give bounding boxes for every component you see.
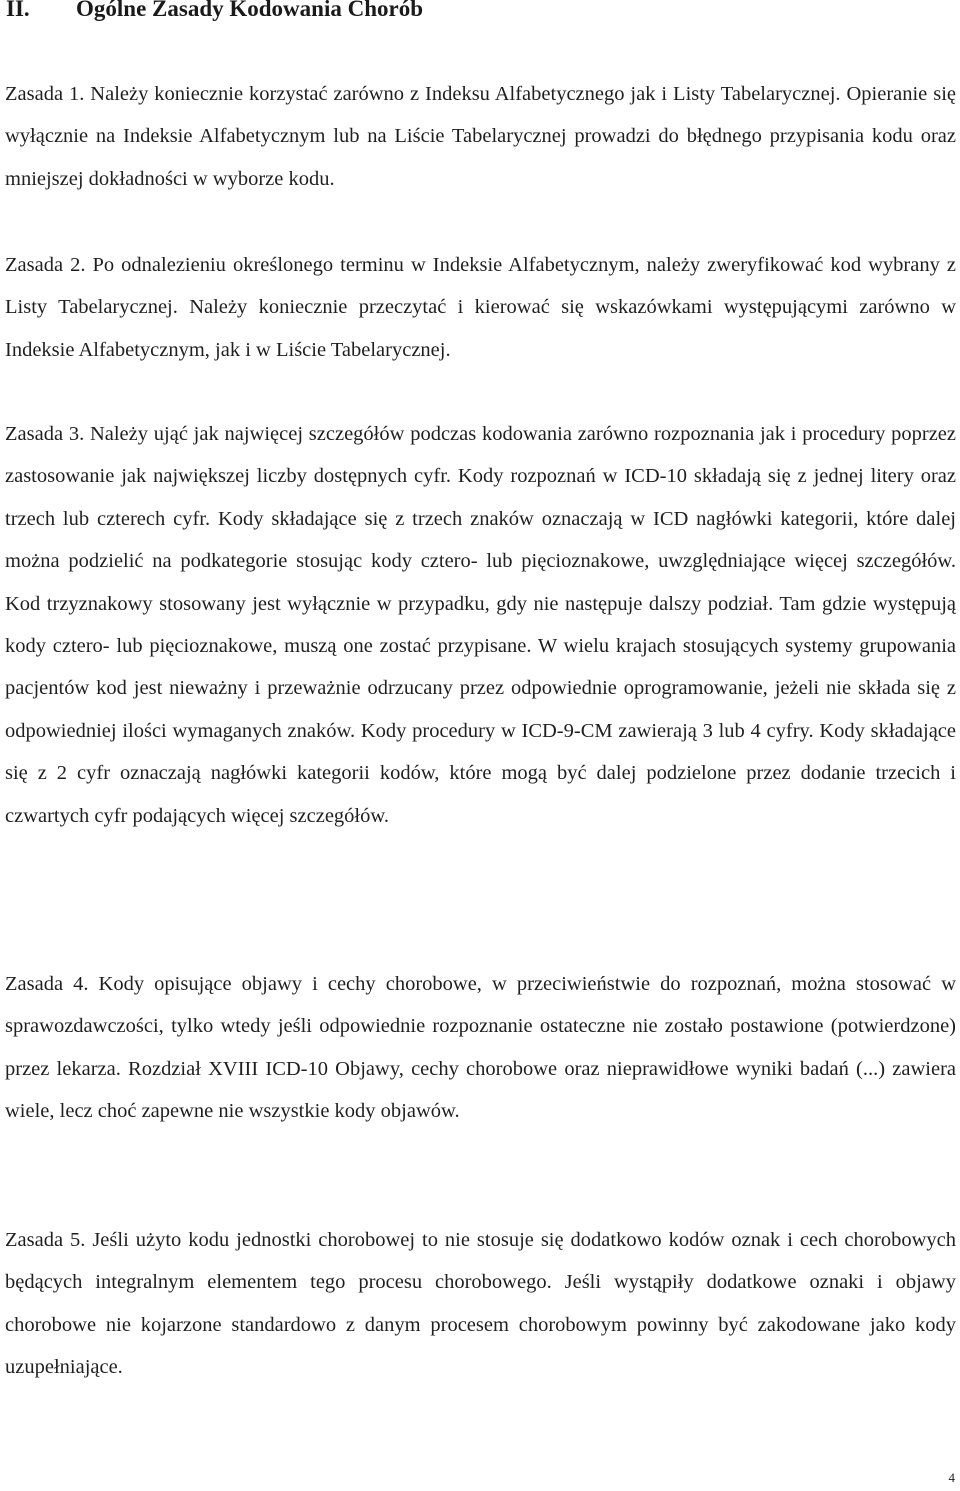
rule-1-paragraph: Zasada 1. Należy koniecznie korzystać zarówno z Indeksu Alfabetycznego jak i Listy Tabelarycznej. Opieranie się wyłącznie na Indeksie Alfabetycznym lub na Liście Tabelarycznej prowadzi do błędnego przypisania kodu oraz mniejszej dokładności w wyborze kodu. [5, 83, 956, 190]
rule-5-paragraph: Zasada 5. Jeśli użyto kodu jednostki chorobowej to nie stosuje się dodatkowo kodów oznak i cech chorobowych będących integralnym elementem tego procesu chorobowego. Jeśli wystąpiły dodatkowe oznaki i objawy chorobowe nie kojarzone standardowo z danym procesem chorobowym powinny być zakodowane jako kody uzupełniające. [5, 1229, 956, 1379]
rule-2-paragraph: Zasada 2. Po odnalezieniu określonego terminu w Indeksie Alfabetycznym, należy zweryfikować kod wybrany z Listy Tabelarycznej. Należy koniecznie przeczytać i kierować się wskazówkami występującymi zarówno w Indeksie Alfabetycznym, jak i w Liście Tabelarycznej. [5, 254, 956, 361]
section-heading [6, 0, 423, 24]
section-title: Ogólne Zasady Kodowania Chorób [76, 0, 423, 21]
rule-4-paragraph: Zasada 4. Kody opisujące objawy i cechy chorobowe, w przeciwieństwie do rozpoznań, można stosować w sprawozdawczości, tylko wtedy jeśli odpowiednie rozpoznanie ostateczne nie zostało postawione (potwierdzone) przez lekarza. Rozdział XVIII ICD-10 Objawy, cechy chorobowe oraz nieprawidłowe wyniki badań (...) zawiera wiele, lecz choć zapewne nie wszystkie kody objawów. [5, 973, 956, 1123]
section-number: II. [6, 0, 30, 21]
page-number: 4 [948, 1470, 955, 1485]
rule-3-paragraph: Zasada 3. Należy ująć jak najwięcej szczegółów podczas kodowania zarówno rozpoznania jak i procedury poprzez zastosowanie jak największej liczby dostępnych cyfr. Kody rozpoznań w ICD-10 składają się z jednej litery oraz trzech lub czterech cyfr. Kody składające się z trzech znaków oznaczają w ICD nagłówki kategorii, które dalej można podzielić na podkategorie stosując kody cztero- lub pięcioznakowe, uwzględniające więcej szczegółów. Kod trzyznakowy stosowany jest wyłącznie w przypadku, gdy nie następuje dalszy podział. Tam gdzie występują kody cztero- lub pięcioznakowe, muszą one zostać przypisane. W wielu krajach stosujących systemy grupowania pacjentów kod jest nieważny i przeważnie odrzucany przez odpowiednie oprogramowanie, jeżeli nie składa się z odpowiedniej ilości wymaganych znaków. Kody procedury w ICD-9-CM zawierają 3 lub 4 cyfry. Kody składające się z 2 cyfr oznaczają nagłówki kategorii kodów, które mogą być dalej podzielone przez dodanie trzecich i czwartych cyfr podających więcej szczegółów. [5, 423, 956, 827]
